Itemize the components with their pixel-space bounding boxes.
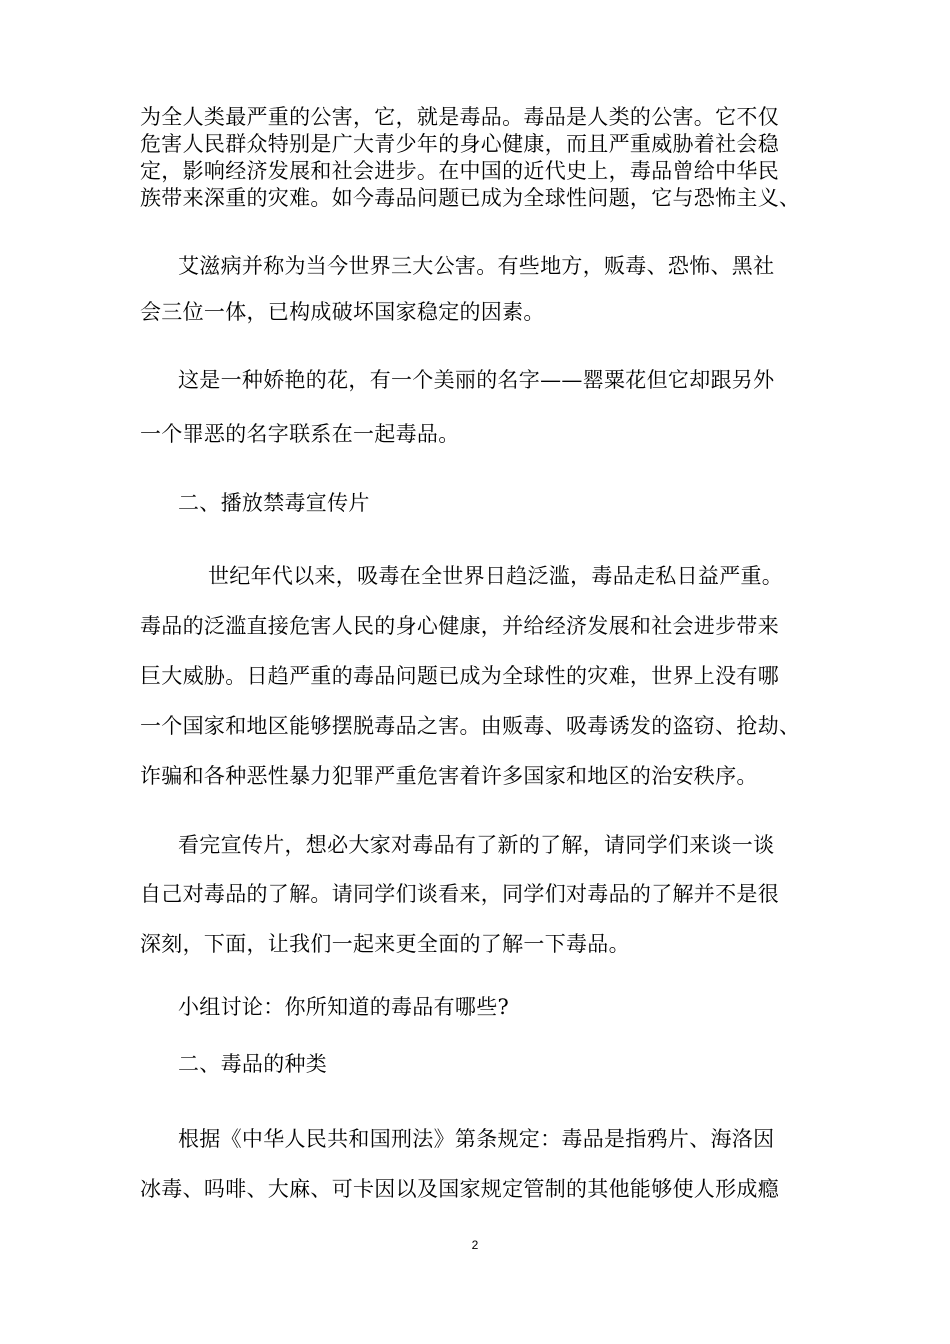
century-paragraph-line-4: 一个国家和地区能够摆脱毒品之害。由贩毒、吸毒诱发的盗窃、抢劫、 bbox=[140, 714, 801, 738]
law-paragraph-line-1: 根据《中华人民共和国刑法》第条规定：毒品是指鸦片、海洛因 bbox=[178, 1127, 775, 1151]
text-line: 定，影响经济发展和社会进步。在中国的近代史上，毒品曾给中华民 bbox=[140, 159, 779, 183]
aids-paragraph-line-1: 艾滋病并称为当今世界三大公害。有些地方，贩毒、恐怖、黑社 bbox=[178, 254, 775, 278]
century-paragraph-line-5: 诈骗和各种恶性暴力犯罪严重危害着许多国家和地区的治安秩序。 bbox=[140, 764, 758, 788]
century-paragraph-line-3: 巨大威胁。日趋严重的毒品问题已成为全球性的灾难，世界上没有哪 bbox=[140, 664, 779, 688]
after-video-paragraph-line-3: 深刻，下面，让我们一起来更全面的了解一下毒品。 bbox=[140, 932, 630, 956]
law-paragraph-line-2: 冰毒、吗啡、大麻、可卡因以及国家规定管制的其他能够使人形成瘾 bbox=[140, 1177, 779, 1201]
flower-paragraph-line-1: 这是一种娇艳的花，有一个美丽的名字——罂粟花但它却跟另外 bbox=[178, 368, 775, 392]
page-number: 2 bbox=[471, 1238, 479, 1252]
century-paragraph-line-1: 世纪年代以来，吸毒在全世界日趋泛滥，毒品走私日益严重。 bbox=[208, 564, 784, 588]
century-paragraph-line-2: 毒品的泛滥直接危害人民的身心健康，并给经济发展和社会进步带来 bbox=[140, 614, 779, 638]
section-heading-types: 二、毒品的种类 bbox=[178, 1052, 328, 1076]
discussion-prompt: 小组讨论：你所知道的毒品有哪些? bbox=[178, 995, 510, 1019]
aids-paragraph-line-2: 会三位一体，已构成破坏国家稳定的因素。 bbox=[140, 300, 545, 324]
text-line: 族带来深重的灾难。如今毒品问题已成为全球性问题，它与恐怖主义、 bbox=[140, 186, 801, 210]
text-line: 为全人类最严重的公害，它，就是毒品。毒品是人类的公害。它不仅 bbox=[140, 105, 779, 129]
text-line: 危害人民群众特别是广大青少年的身心健康，而且严重威胁着社会稳 bbox=[140, 132, 779, 156]
after-video-paragraph-line-2: 自己对毒品的了解。请同学们谈看来，同学们对毒品的了解并不是很 bbox=[140, 882, 779, 906]
after-video-paragraph-line-1: 看完宣传片，想必大家对毒品有了新的了解，请同学们来谈一谈 bbox=[178, 833, 775, 857]
intro-paragraph bbox=[140, 104, 830, 212]
section-heading-video: 二、播放禁毒宣传片 bbox=[178, 491, 370, 515]
flower-paragraph-line-2: 一个罪恶的名字联系在一起毒品。 bbox=[140, 422, 460, 446]
